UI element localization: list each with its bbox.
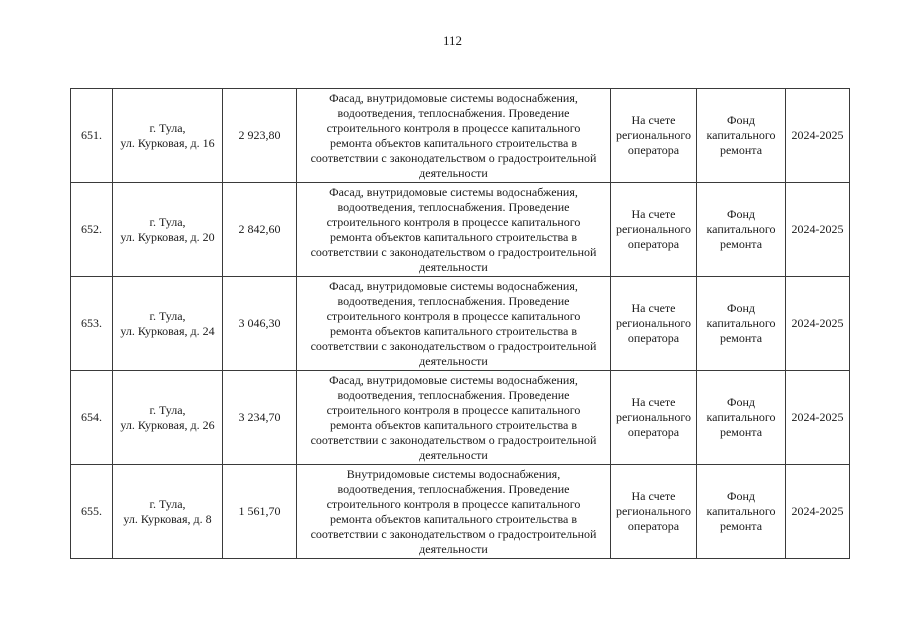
account-line: оператора [627, 143, 680, 157]
account-line: оператора [627, 237, 680, 251]
area-cell: 2 923,80 [223, 89, 297, 183]
fund-line: капитального [706, 504, 776, 518]
works-line: ремонта объектов капитального строительства в [329, 511, 578, 526]
works-line: водоотведения, теплоснабжения. Проведение [337, 293, 570, 308]
works-line: Внутридомовые системы водоснабжения, [346, 466, 561, 481]
works-description-cell [297, 465, 611, 559]
account-line: оператора [627, 425, 680, 439]
works-line: водоотведения, теплоснабжения. Проведение [337, 481, 570, 496]
fund-line: капитального [706, 222, 776, 236]
address-cell [113, 465, 223, 559]
fund-line: Фонд [726, 207, 755, 221]
period-cell: 2024-2025 [786, 183, 850, 277]
row-number: 652. [71, 183, 113, 277]
fund-line: Фонд [726, 113, 755, 127]
address-line: г. Тула, [149, 214, 186, 229]
account-line: регионального [615, 504, 692, 518]
address-line: ул. Курковая, д. 20 [120, 229, 215, 244]
row-number: 654. [71, 371, 113, 465]
fund-line: капитального [706, 316, 776, 330]
works-line: ремонта объектов капитального строительства в [329, 135, 578, 150]
account-cell [611, 465, 697, 559]
address-cell [113, 371, 223, 465]
fund-line: ремонта [719, 143, 763, 157]
account-line: оператора [627, 519, 680, 533]
works-line: ремонта объектов капитального строительства в [329, 323, 578, 338]
account-line: На счете [631, 489, 676, 503]
works-line: ремонта объектов капитального строительства в [329, 417, 578, 432]
works-line: деятельности [419, 447, 488, 462]
address-cell [113, 183, 223, 277]
address-line: г. Тула, [149, 496, 186, 511]
works-line: деятельности [419, 353, 488, 368]
account-cell [611, 183, 697, 277]
table-row [71, 89, 850, 183]
fund-line: ремонта [719, 237, 763, 251]
account-line: На счете [631, 395, 676, 409]
works-line: водоотведения, теплоснабжения. Проведение [337, 105, 570, 120]
area-cell: 1 561,70 [223, 465, 297, 559]
fund-line: Фонд [726, 301, 755, 315]
account-cell [611, 277, 697, 371]
fund-source-cell [697, 183, 786, 277]
row-number: 653. [71, 277, 113, 371]
works-line: строительного контроля в процессе капитального [326, 496, 581, 511]
works-line: ремонта объектов капитального строительства в [329, 229, 578, 244]
account-line: регионального [615, 410, 692, 424]
fund-source-cell [697, 277, 786, 371]
fund-line: капитального [706, 128, 776, 142]
address-line: г. Тула, [149, 402, 186, 417]
works-line: деятельности [419, 259, 488, 274]
works-line: Фасад, внутридомовые системы водоснабжения, [329, 184, 578, 199]
account-line: регионального [615, 128, 692, 142]
table-row [71, 277, 850, 371]
works-line: соответствии с законодательством о градостроительной [310, 432, 597, 447]
area-cell: 3 234,70 [223, 371, 297, 465]
account-line: На счете [631, 113, 676, 127]
works-line: водоотведения, теплоснабжения. Проведение [337, 199, 570, 214]
account-line: регионального [615, 222, 692, 236]
works-line: строительного контроля в процессе капитального [326, 120, 581, 135]
period-cell: 2024-2025 [786, 465, 850, 559]
works-line: строительного контроля в процессе капитального [326, 214, 581, 229]
page-number: 112 [442, 33, 463, 48]
address-line: г. Тула, [149, 308, 186, 323]
account-cell [611, 371, 697, 465]
works-line: соответствии с законодательством о градостроительной [310, 526, 597, 541]
works-description-cell [297, 371, 611, 465]
works-description-cell [297, 89, 611, 183]
account-cell [611, 89, 697, 183]
works-description-cell [297, 277, 611, 371]
fund-source-cell [697, 465, 786, 559]
works-line: соответствии с законодательством о градостроительной [310, 244, 597, 259]
account-line: оператора [627, 331, 680, 345]
period-cell: 2024-2025 [786, 277, 850, 371]
address-line: ул. Курковая, д. 8 [123, 511, 212, 526]
table-row [71, 465, 850, 559]
address-cell [113, 277, 223, 371]
fund-line: Фонд [726, 489, 755, 503]
works-line: деятельности [419, 541, 488, 556]
works-line: строительного контроля в процессе капитального [326, 402, 581, 417]
fund-source-cell [697, 371, 786, 465]
address-cell [113, 89, 223, 183]
fund-line: ремонта [719, 519, 763, 533]
period-cell: 2024-2025 [786, 371, 850, 465]
works-line: Фасад, внутридомовые системы водоснабжения, [329, 278, 578, 293]
works-line: строительного контроля в процессе капитального [326, 308, 581, 323]
works-line: Фасад, внутридомовые системы водоснабжения, [329, 90, 578, 105]
fund-line: ремонта [719, 425, 763, 439]
works-line: соответствии с законодательством о градостроительной [310, 150, 597, 165]
works-line: Фасад, внутридомовые системы водоснабжения, [329, 372, 578, 387]
table-row [71, 371, 850, 465]
row-number: 655. [71, 465, 113, 559]
fund-source-cell [697, 89, 786, 183]
fund-line: ремонта [719, 331, 763, 345]
repair-registry-table [70, 88, 850, 559]
account-line: регионального [615, 316, 692, 330]
fund-line: Фонд [726, 395, 755, 409]
fund-line: капитального [706, 410, 776, 424]
account-line: На счете [631, 301, 676, 315]
address-line: ул. Курковая, д. 16 [120, 135, 215, 150]
works-line: деятельности [419, 165, 488, 180]
address-line: ул. Курковая, д. 24 [120, 323, 215, 338]
table-row [71, 183, 850, 277]
works-line: соответствии с законодательством о градостроительной [310, 338, 597, 353]
address-line: ул. Курковая, д. 26 [120, 417, 215, 432]
area-cell: 2 842,60 [223, 183, 297, 277]
period-cell: 2024-2025 [786, 89, 850, 183]
works-line: водоотведения, теплоснабжения. Проведение [337, 387, 570, 402]
address-line: г. Тула, [149, 120, 186, 135]
registry-body [71, 89, 850, 559]
row-number: 651. [71, 89, 113, 183]
works-description-cell [297, 183, 611, 277]
account-line: На счете [631, 207, 676, 221]
area-cell: 3 046,30 [223, 277, 297, 371]
